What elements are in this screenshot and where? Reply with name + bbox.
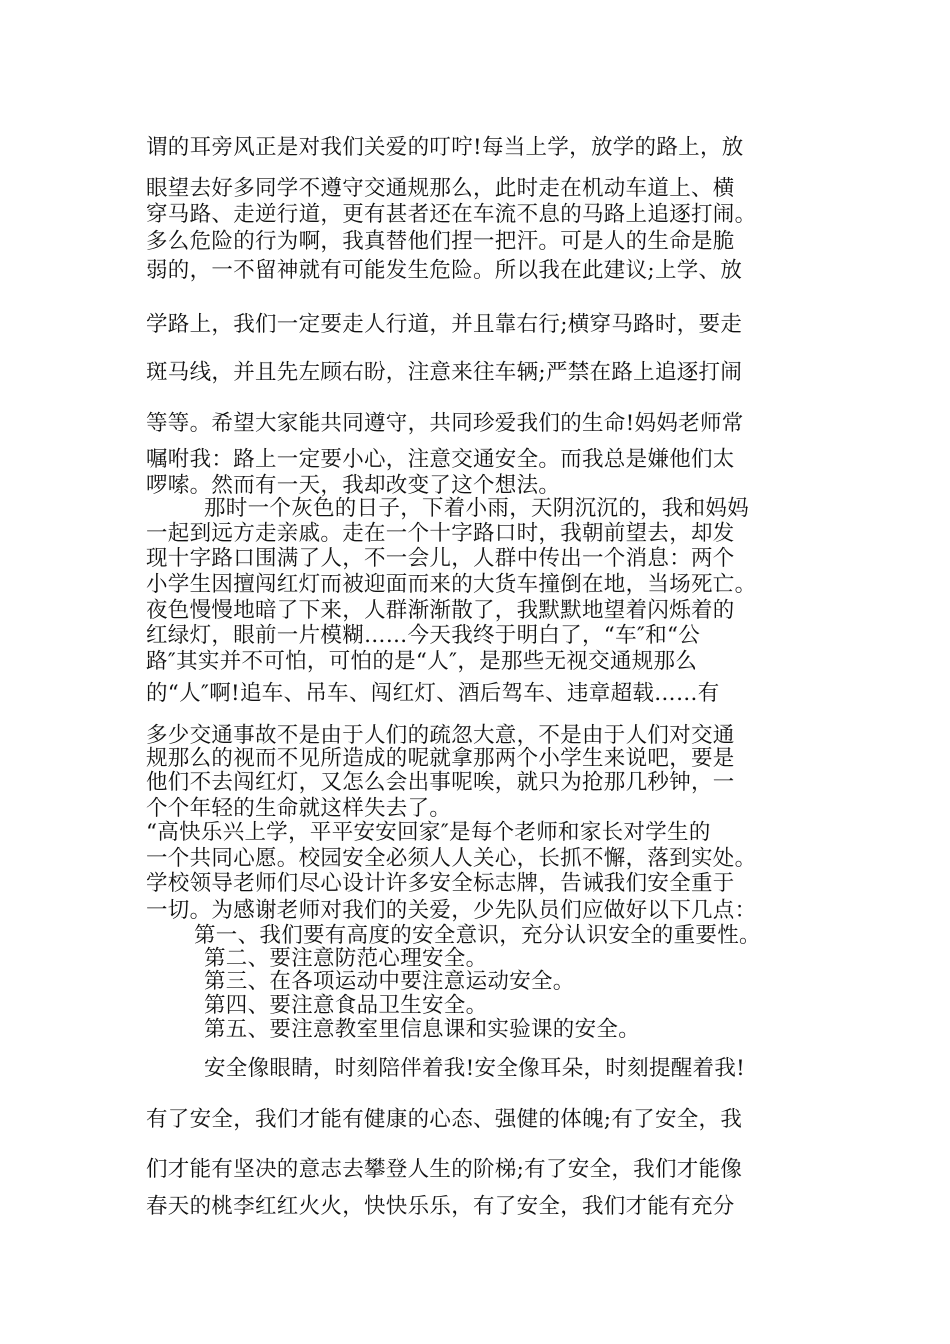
text-line: 现十字路口围满了人，不一会儿，人群中传出一个消息：两个 bbox=[146, 546, 735, 571]
text-line: 斑马线，并且先左顾右盼，注意来往车辆;严禁在路上追逐打闹 bbox=[146, 360, 743, 385]
text-line: 等等。希望大家能共同遵守，共同珍爱我们的生命!妈妈老师常 bbox=[146, 411, 744, 436]
text-line: 谓的耳旁风正是对我们关爱的叮咛!每当上学，放学的路上，放 bbox=[146, 135, 744, 160]
text-line: 一起到远方走亲戚。走在一个十字路口时，我朝前望去，却发 bbox=[146, 521, 735, 546]
text-line: 们才能有坚决的意志去攀登人生的阶梯;有了安全，我们才能像 bbox=[146, 1157, 743, 1182]
text-line: 眼望去好多同学不遵守交通规那么，此时走在机动车道上、横 bbox=[146, 176, 735, 201]
text-line: 穿马路、走逆行道，更有甚者还在车流不息的马路上追逐打闹。 bbox=[146, 202, 757, 227]
text-line: 一切。为感谢老师对我们的关爱，少先队员们应做好以下几点： bbox=[146, 898, 757, 923]
text-line: 小学生因擅闯红灯而被迎面而来的大货车撞倒在地，当场死亡。 bbox=[146, 572, 757, 597]
text-line: “高快乐兴上学，平平安安回家″是每个老师和家长对学生的 bbox=[146, 820, 711, 845]
text-line: 第三、在各项运动中要注意运动安全。 bbox=[204, 969, 575, 994]
text-line: 安全像眼睛，时刻陪伴着我!安全像耳朵，时刻提醒着我! bbox=[204, 1056, 746, 1081]
text-line: 第五、要注意教室里信息课和实验课的安全。 bbox=[204, 1017, 641, 1042]
text-line: 那时一个灰色的日子，下着小雨，天阴沉沉的，我和妈妈 bbox=[204, 496, 750, 521]
text-line: 规那么的视而不见所造成的呢就拿那两个小学生来说吧，要是 bbox=[146, 746, 735, 771]
text-line: 第二、要注意防范心理安全。 bbox=[204, 946, 488, 971]
text-line: 学路上，我们一定要走人行道，并且靠右行;横穿马路时，要走 bbox=[146, 312, 743, 337]
text-line: 啰嗦。然而有一天，我却改变了这个想法。 bbox=[146, 473, 561, 498]
text-line: 的“人″啊!追车、吊车、闯红灯、酒后驾车、违章超载……有 bbox=[146, 681, 720, 706]
text-line: 他们不去闯红灯，又怎么会出事呢唉，就只为抢那几秒钟，一 bbox=[146, 770, 735, 795]
text-line: 有了安全，我们才能有健康的心态、强健的体魄;有了安全，我 bbox=[146, 1107, 743, 1132]
text-line: 路″其实并不可怕，可怕的是“人″，是那些无视交通规那么 bbox=[146, 649, 698, 674]
text-line: 多少交通事故不是由于人们的疏忽大意，不是由于人们对交通 bbox=[146, 723, 735, 748]
text-line: 红绿灯，眼前一片模糊……今天我终于明白了，“车″和“公 bbox=[146, 623, 701, 648]
text-line: 第四、要注意食品卫生安全。 bbox=[204, 993, 488, 1018]
text-line: 春天的桃李红红火火，快快乐乐，有了安全，我们才能有充分 bbox=[146, 1194, 735, 1219]
text-line: 学校领导老师们尽心设计许多安全标志牌，告诫我们安全重于 bbox=[146, 871, 735, 896]
text-line: 嘱咐我：路上一定要小心，注意交通安全。而我总是嫌他们太 bbox=[146, 447, 735, 472]
text-line: 弱的，一不留神就有可能发生危险。所以我在此建议;上学、放 bbox=[146, 258, 743, 283]
text-line: 第一、我们要有高度的安全意识，充分认识安全的重要性。 bbox=[194, 923, 761, 948]
text-line: 一个共同心愿。校园安全必须人人关心，长抓不懈，落到实处。 bbox=[146, 846, 757, 871]
text-line: 多么危险的行为啊，我真替他们捏一把汗。可是人的生命是脆 bbox=[146, 229, 735, 254]
text-line: 个个年轻的生命就这样失去了。 bbox=[146, 796, 452, 821]
text-line: 夜色慢慢地暗了下来，人群渐渐散了，我默默地望着闪烁着的 bbox=[146, 598, 735, 623]
